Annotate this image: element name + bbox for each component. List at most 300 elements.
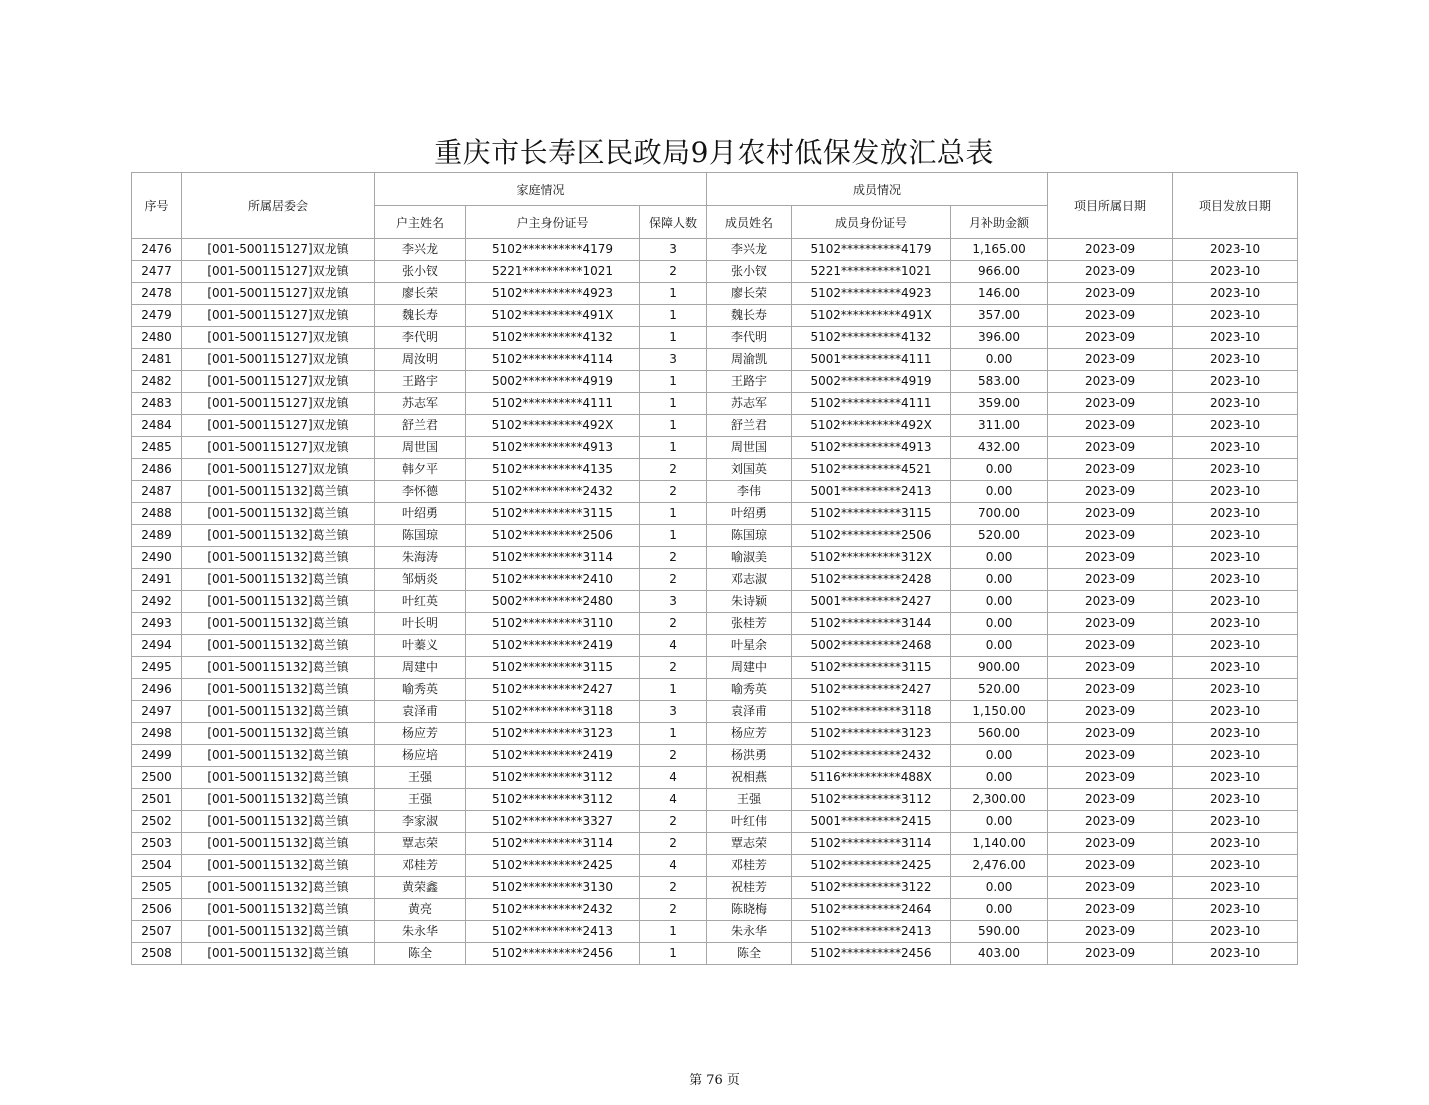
member-id-cell: 5102**********3118 [792, 701, 951, 723]
pay-month-cell: 2023-10 [1173, 811, 1298, 833]
head-id-cell: 5102**********2419 [466, 745, 640, 767]
pay-month-cell: 2023-10 [1173, 635, 1298, 657]
committee-cell: [001-500115132]葛兰镇 [182, 855, 375, 877]
member-id-cell: 5102**********3112 [792, 789, 951, 811]
pay-month-cell: 2023-10 [1173, 261, 1298, 283]
member-name-cell: 祝相燕 [707, 767, 792, 789]
head-id-cell: 5102**********2410 [466, 569, 640, 591]
pay-month-cell: 2023-10 [1173, 855, 1298, 877]
count-cell: 1 [640, 943, 707, 965]
member-name-cell: 李代明 [707, 327, 792, 349]
amount-cell: 396.00 [951, 327, 1048, 349]
head-name-cell: 舒兰君 [375, 415, 466, 437]
member-name-cell: 朱诗颖 [707, 591, 792, 613]
committee-cell: [001-500115127]双龙镇 [182, 239, 375, 261]
header-pay-month: 项目发放日期 [1173, 173, 1298, 239]
member-name-cell: 陈全 [707, 943, 792, 965]
member-id-cell: 5102**********4923 [792, 283, 951, 305]
project-month-cell: 2023-09 [1048, 459, 1173, 481]
head-id-cell: 5102**********2413 [466, 921, 640, 943]
amount-cell: 0.00 [951, 899, 1048, 921]
project-month-cell: 2023-09 [1048, 349, 1173, 371]
table-row [132, 811, 1298, 833]
amount-cell: 1,165.00 [951, 239, 1048, 261]
head-id-cell: 5102**********4923 [466, 283, 640, 305]
table-row [132, 833, 1298, 855]
member-id-cell: 5102**********2464 [792, 899, 951, 921]
committee-cell: [001-500115127]双龙镇 [182, 415, 375, 437]
header-head-id: 户主身份证号 [466, 206, 640, 239]
project-month-cell: 2023-09 [1048, 701, 1173, 723]
count-cell: 1 [640, 921, 707, 943]
project-month-cell: 2023-09 [1048, 503, 1173, 525]
committee-cell: [001-500115132]葛兰镇 [182, 569, 375, 591]
member-name-cell: 张小钗 [707, 261, 792, 283]
project-month-cell: 2023-09 [1048, 437, 1173, 459]
head-id-cell: 5102**********2427 [466, 679, 640, 701]
committee-cell: [001-500115132]葛兰镇 [182, 657, 375, 679]
amount-cell: 0.00 [951, 877, 1048, 899]
count-cell: 1 [640, 723, 707, 745]
committee-cell: [001-500115127]双龙镇 [182, 305, 375, 327]
head-id-cell: 5102**********3112 [466, 789, 640, 811]
project-month-cell: 2023-09 [1048, 789, 1173, 811]
member-id-cell: 5001**********4111 [792, 349, 951, 371]
project-month-cell: 2023-09 [1048, 811, 1173, 833]
pay-month-cell: 2023-10 [1173, 679, 1298, 701]
amount-cell: 0.00 [951, 811, 1048, 833]
table-row [132, 503, 1298, 525]
project-month-cell: 2023-09 [1048, 239, 1173, 261]
project-month-cell: 2023-09 [1048, 921, 1173, 943]
committee-cell: [001-500115132]葛兰镇 [182, 877, 375, 899]
head-name-cell: 李代明 [375, 327, 466, 349]
head-id-cell: 5102**********4111 [466, 393, 640, 415]
member-name-cell: 刘国英 [707, 459, 792, 481]
head-name-cell: 周建中 [375, 657, 466, 679]
head-name-cell: 邓桂芳 [375, 855, 466, 877]
member-name-cell: 王强 [707, 789, 792, 811]
pay-month-cell: 2023-10 [1173, 789, 1298, 811]
head-id-cell: 5102**********2432 [466, 899, 640, 921]
project-month-cell: 2023-09 [1048, 525, 1173, 547]
project-month-cell: 2023-09 [1048, 679, 1173, 701]
header-member-name: 成员姓名 [707, 206, 792, 239]
pay-month-cell: 2023-10 [1173, 547, 1298, 569]
head-name-cell: 喻秀英 [375, 679, 466, 701]
project-month-cell: 2023-09 [1048, 767, 1173, 789]
count-cell: 3 [640, 591, 707, 613]
member-id-cell: 5102**********4913 [792, 437, 951, 459]
table-row [132, 701, 1298, 723]
committee-cell: [001-500115127]双龙镇 [182, 393, 375, 415]
count-cell: 4 [640, 855, 707, 877]
table-row [132, 767, 1298, 789]
seq-cell: 2493 [132, 613, 182, 635]
member-id-cell: 5102**********4111 [792, 393, 951, 415]
member-name-cell: 张桂芳 [707, 613, 792, 635]
count-cell: 2 [640, 877, 707, 899]
head-name-cell: 杨应培 [375, 745, 466, 767]
table-row [132, 547, 1298, 569]
seq-cell: 2477 [132, 261, 182, 283]
head-name-cell: 周汝明 [375, 349, 466, 371]
pay-month-cell: 2023-10 [1173, 239, 1298, 261]
member-name-cell: 叶绍勇 [707, 503, 792, 525]
amount-cell: 403.00 [951, 943, 1048, 965]
head-id-cell: 5102**********492X [466, 415, 640, 437]
page-number: 第 76 页 [689, 1073, 740, 1088]
committee-cell: [001-500115132]葛兰镇 [182, 613, 375, 635]
head-id-cell: 5102**********4114 [466, 349, 640, 371]
committee-cell: [001-500115132]葛兰镇 [182, 811, 375, 833]
seq-cell: 2482 [132, 371, 182, 393]
seq-cell: 2486 [132, 459, 182, 481]
member-name-cell: 魏长寿 [707, 305, 792, 327]
member-name-cell: 邓桂芳 [707, 855, 792, 877]
committee-cell: [001-500115132]葛兰镇 [182, 943, 375, 965]
header-project-month: 项目所属日期 [1048, 173, 1173, 239]
project-month-cell: 2023-09 [1048, 371, 1173, 393]
pay-month-cell: 2023-10 [1173, 723, 1298, 745]
member-name-cell: 杨洪勇 [707, 745, 792, 767]
member-name-cell: 陈国琼 [707, 525, 792, 547]
head-id-cell: 5102**********491X [466, 305, 640, 327]
page-title: 重庆市长寿区民政局9月农村低保发放汇总表 [434, 136, 994, 169]
head-name-cell: 邹炳炎 [375, 569, 466, 591]
amount-cell: 520.00 [951, 525, 1048, 547]
head-id-cell: 5102**********2432 [466, 481, 640, 503]
member-id-cell: 5102**********2425 [792, 855, 951, 877]
member-id-cell: 5102**********2432 [792, 745, 951, 767]
head-id-cell: 5102**********3114 [466, 833, 640, 855]
seq-cell: 2480 [132, 327, 182, 349]
head-name-cell: 陈国琼 [375, 525, 466, 547]
committee-cell: [001-500115132]葛兰镇 [182, 723, 375, 745]
head-name-cell: 袁泽甫 [375, 701, 466, 723]
seq-cell: 2490 [132, 547, 182, 569]
header-member-group: 成员情况 [707, 173, 1048, 206]
amount-cell: 1,150.00 [951, 701, 1048, 723]
header-head-name: 户主姓名 [375, 206, 466, 239]
project-month-cell: 2023-09 [1048, 547, 1173, 569]
committee-cell: [001-500115132]葛兰镇 [182, 679, 375, 701]
committee-cell: [001-500115132]葛兰镇 [182, 591, 375, 613]
table-row [132, 877, 1298, 899]
count-cell: 1 [640, 525, 707, 547]
member-name-cell: 喻淑美 [707, 547, 792, 569]
count-cell: 2 [640, 899, 707, 921]
seq-cell: 2498 [132, 723, 182, 745]
head-name-cell: 李兴龙 [375, 239, 466, 261]
pay-month-cell: 2023-10 [1173, 327, 1298, 349]
project-month-cell: 2023-09 [1048, 745, 1173, 767]
member-id-cell: 5102**********4179 [792, 239, 951, 261]
committee-cell: [001-500115132]葛兰镇 [182, 503, 375, 525]
project-month-cell: 2023-09 [1048, 261, 1173, 283]
count-cell: 2 [640, 811, 707, 833]
amount-cell: 520.00 [951, 679, 1048, 701]
member-name-cell: 袁泽甫 [707, 701, 792, 723]
head-id-cell: 5002**********2480 [466, 591, 640, 613]
head-name-cell: 朱永华 [375, 921, 466, 943]
committee-cell: [001-500115132]葛兰镇 [182, 899, 375, 921]
project-month-cell: 2023-09 [1048, 833, 1173, 855]
table-row [132, 789, 1298, 811]
committee-cell: [001-500115132]葛兰镇 [182, 833, 375, 855]
table-row [132, 481, 1298, 503]
pay-month-cell: 2023-10 [1173, 393, 1298, 415]
seq-cell: 2479 [132, 305, 182, 327]
member-name-cell: 李伟 [707, 481, 792, 503]
head-name-cell: 韩夕平 [375, 459, 466, 481]
project-month-cell: 2023-09 [1048, 569, 1173, 591]
committee-cell: [001-500115132]葛兰镇 [182, 701, 375, 723]
count-cell: 2 [640, 745, 707, 767]
count-cell: 3 [640, 239, 707, 261]
count-cell: 2 [640, 613, 707, 635]
seq-cell: 2501 [132, 789, 182, 811]
committee-cell: [001-500115132]葛兰镇 [182, 525, 375, 547]
member-id-cell: 5102**********2456 [792, 943, 951, 965]
member-name-cell: 陈晓梅 [707, 899, 792, 921]
seq-cell: 2503 [132, 833, 182, 855]
member-id-cell: 5102**********2427 [792, 679, 951, 701]
amount-cell: 2,300.00 [951, 789, 1048, 811]
pay-month-cell: 2023-10 [1173, 525, 1298, 547]
amount-cell: 0.00 [951, 591, 1048, 613]
project-month-cell: 2023-09 [1048, 613, 1173, 635]
project-month-cell: 2023-09 [1048, 481, 1173, 503]
pay-month-cell: 2023-10 [1173, 613, 1298, 635]
seq-cell: 2496 [132, 679, 182, 701]
table-row [132, 239, 1298, 261]
committee-cell: [001-500115127]双龙镇 [182, 437, 375, 459]
pay-month-cell: 2023-10 [1173, 481, 1298, 503]
amount-cell: 700.00 [951, 503, 1048, 525]
table-row [132, 635, 1298, 657]
head-name-cell: 李家淑 [375, 811, 466, 833]
member-id-cell: 5102**********492X [792, 415, 951, 437]
pay-month-cell: 2023-10 [1173, 745, 1298, 767]
head-id-cell: 5102**********2419 [466, 635, 640, 657]
count-cell: 4 [640, 635, 707, 657]
relief-table [131, 172, 1298, 965]
project-month-cell: 2023-09 [1048, 899, 1173, 921]
count-cell: 2 [640, 833, 707, 855]
member-name-cell: 喻秀英 [707, 679, 792, 701]
member-name-cell: 舒兰君 [707, 415, 792, 437]
member-id-cell: 5102**********4521 [792, 459, 951, 481]
table-row [132, 679, 1298, 701]
pay-month-cell: 2023-10 [1173, 283, 1298, 305]
member-name-cell: 朱永华 [707, 921, 792, 943]
project-month-cell: 2023-09 [1048, 877, 1173, 899]
head-id-cell: 5102**********3110 [466, 613, 640, 635]
member-name-cell: 邓志淑 [707, 569, 792, 591]
member-name-cell: 覃志荣 [707, 833, 792, 855]
seq-cell: 2499 [132, 745, 182, 767]
project-month-cell: 2023-09 [1048, 305, 1173, 327]
head-id-cell: 5102**********3130 [466, 877, 640, 899]
pay-month-cell: 2023-10 [1173, 569, 1298, 591]
amount-cell: 0.00 [951, 481, 1048, 503]
table-row [132, 525, 1298, 547]
head-name-cell: 叶蓁义 [375, 635, 466, 657]
member-id-cell: 5102**********3114 [792, 833, 951, 855]
table-row [132, 613, 1298, 635]
project-month-cell: 2023-09 [1048, 393, 1173, 415]
count-cell: 1 [640, 371, 707, 393]
pay-month-cell: 2023-10 [1173, 437, 1298, 459]
amount-cell: 2,476.00 [951, 855, 1048, 877]
pay-month-cell: 2023-10 [1173, 591, 1298, 613]
head-name-cell: 周世国 [375, 437, 466, 459]
table-row [132, 745, 1298, 767]
table-row [132, 657, 1298, 679]
pay-month-cell: 2023-10 [1173, 899, 1298, 921]
committee-cell: [001-500115132]葛兰镇 [182, 547, 375, 569]
project-month-cell: 2023-09 [1048, 415, 1173, 437]
committee-cell: [001-500115132]葛兰镇 [182, 745, 375, 767]
count-cell: 1 [640, 437, 707, 459]
member-name-cell: 叶星余 [707, 635, 792, 657]
seq-cell: 2494 [132, 635, 182, 657]
table-row [132, 305, 1298, 327]
head-id-cell: 5102**********2506 [466, 525, 640, 547]
member-id-cell: 5221**********1021 [792, 261, 951, 283]
committee-cell: [001-500115132]葛兰镇 [182, 635, 375, 657]
head-id-cell: 5102**********3114 [466, 547, 640, 569]
member-name-cell: 周世国 [707, 437, 792, 459]
pay-month-cell: 2023-10 [1173, 943, 1298, 965]
count-cell: 1 [640, 283, 707, 305]
head-id-cell: 5102**********3115 [466, 657, 640, 679]
head-id-cell: 5102**********2456 [466, 943, 640, 965]
seq-cell: 2495 [132, 657, 182, 679]
amount-cell: 900.00 [951, 657, 1048, 679]
head-id-cell: 5102**********3123 [466, 723, 640, 745]
table-row [132, 415, 1298, 437]
amount-cell: 0.00 [951, 635, 1048, 657]
seq-cell: 2483 [132, 393, 182, 415]
pay-month-cell: 2023-10 [1173, 657, 1298, 679]
head-id-cell: 5102**********4179 [466, 239, 640, 261]
amount-cell: 432.00 [951, 437, 1048, 459]
count-cell: 4 [640, 789, 707, 811]
project-month-cell: 2023-09 [1048, 723, 1173, 745]
committee-cell: [001-500115127]双龙镇 [182, 327, 375, 349]
table-row [132, 569, 1298, 591]
head-name-cell: 王路宇 [375, 371, 466, 393]
seq-cell: 2484 [132, 415, 182, 437]
member-name-cell: 廖长荣 [707, 283, 792, 305]
table-row [132, 349, 1298, 371]
seq-cell: 2507 [132, 921, 182, 943]
table-row [132, 393, 1298, 415]
seq-cell: 2487 [132, 481, 182, 503]
member-id-cell: 5102**********491X [792, 305, 951, 327]
member-name-cell: 祝桂芳 [707, 877, 792, 899]
count-cell: 1 [640, 327, 707, 349]
head-id-cell: 5102**********3327 [466, 811, 640, 833]
head-name-cell: 叶红英 [375, 591, 466, 613]
header-seq: 序号 [132, 173, 182, 239]
pay-month-cell: 2023-10 [1173, 415, 1298, 437]
head-name-cell: 廖长荣 [375, 283, 466, 305]
member-name-cell: 周建中 [707, 657, 792, 679]
table-row [132, 855, 1298, 877]
project-month-cell: 2023-09 [1048, 657, 1173, 679]
member-name-cell: 王路宇 [707, 371, 792, 393]
seq-cell: 2491 [132, 569, 182, 591]
count-cell: 2 [640, 569, 707, 591]
pay-month-cell: 2023-10 [1173, 877, 1298, 899]
head-name-cell: 黄亮 [375, 899, 466, 921]
member-id-cell: 5102**********3122 [792, 877, 951, 899]
member-name-cell: 周渝凯 [707, 349, 792, 371]
seq-cell: 2505 [132, 877, 182, 899]
seq-cell: 2481 [132, 349, 182, 371]
table-row [132, 899, 1298, 921]
amount-cell: 0.00 [951, 569, 1048, 591]
member-name-cell: 叶红伟 [707, 811, 792, 833]
amount-cell: 311.00 [951, 415, 1048, 437]
seq-cell: 2485 [132, 437, 182, 459]
committee-cell: [001-500115127]双龙镇 [182, 283, 375, 305]
count-cell: 1 [640, 415, 707, 437]
seq-cell: 2476 [132, 239, 182, 261]
committee-cell: [001-500115132]葛兰镇 [182, 481, 375, 503]
table-body [132, 239, 1298, 965]
amount-cell: 357.00 [951, 305, 1048, 327]
head-name-cell: 张小钗 [375, 261, 466, 283]
member-id-cell: 5001**********2427 [792, 591, 951, 613]
head-name-cell: 叶绍勇 [375, 503, 466, 525]
count-cell: 1 [640, 679, 707, 701]
seq-cell: 2502 [132, 811, 182, 833]
head-id-cell: 5102**********3118 [466, 701, 640, 723]
seq-cell: 2508 [132, 943, 182, 965]
member-id-cell: 5102**********3115 [792, 503, 951, 525]
seq-cell: 2497 [132, 701, 182, 723]
pay-month-cell: 2023-10 [1173, 921, 1298, 943]
head-id-cell: 5102**********4913 [466, 437, 640, 459]
table-row [132, 921, 1298, 943]
member-id-cell: 5102**********4132 [792, 327, 951, 349]
member-id-cell: 5002**********4919 [792, 371, 951, 393]
member-name-cell: 李兴龙 [707, 239, 792, 261]
seq-cell: 2504 [132, 855, 182, 877]
amount-cell: 0.00 [951, 767, 1048, 789]
amount-cell: 590.00 [951, 921, 1048, 943]
committee-cell: [001-500115127]双龙镇 [182, 349, 375, 371]
head-id-cell: 5102**********3112 [466, 767, 640, 789]
table-row [132, 591, 1298, 613]
head-name-cell: 陈全 [375, 943, 466, 965]
count-cell: 1 [640, 393, 707, 415]
count-cell: 2 [640, 459, 707, 481]
pay-month-cell: 2023-10 [1173, 833, 1298, 855]
project-month-cell: 2023-09 [1048, 943, 1173, 965]
member-id-cell: 5001**********2415 [792, 811, 951, 833]
member-id-cell: 5002**********2468 [792, 635, 951, 657]
pay-month-cell: 2023-10 [1173, 503, 1298, 525]
head-name-cell: 叶长明 [375, 613, 466, 635]
head-name-cell: 王强 [375, 767, 466, 789]
head-name-cell: 覃志荣 [375, 833, 466, 855]
amount-cell: 0.00 [951, 459, 1048, 481]
